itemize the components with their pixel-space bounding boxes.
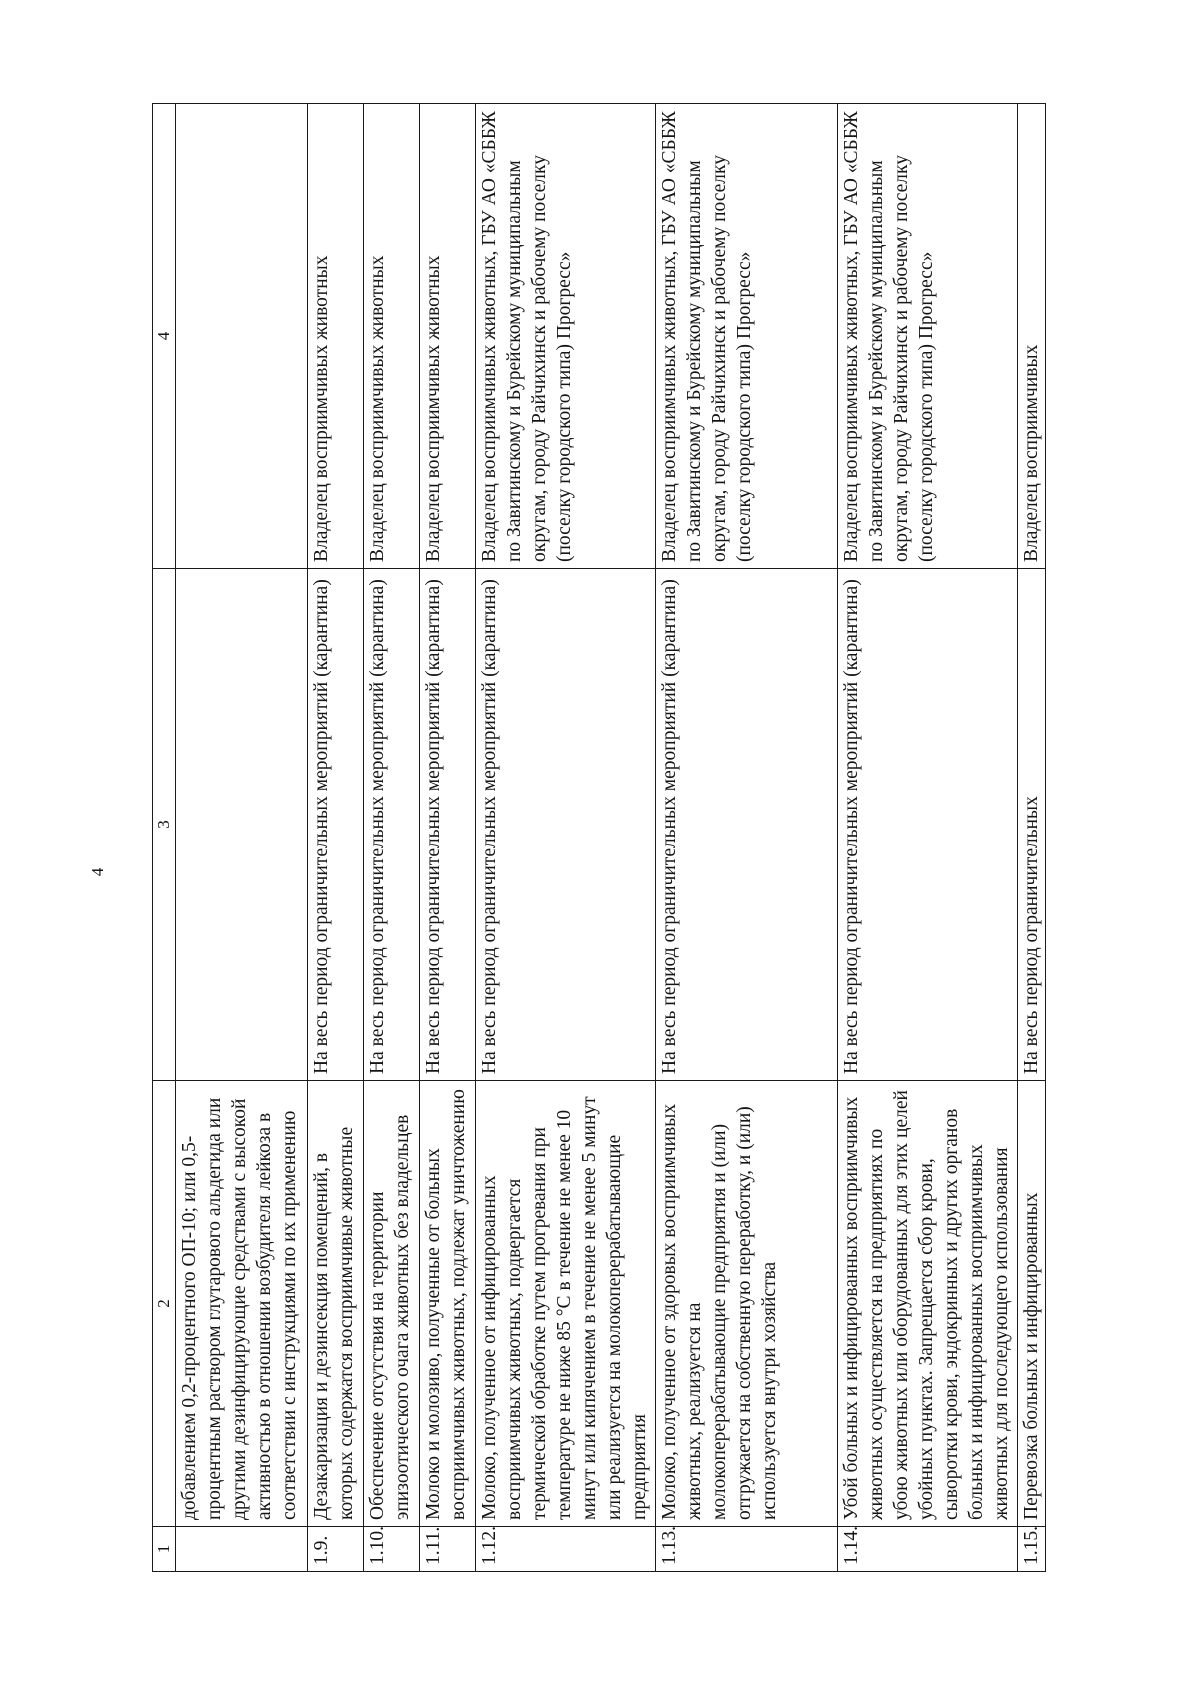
responsible-cell: Владелец восприимчивых животных <box>364 104 420 569</box>
period-cell: На весь период ограничительных мероприятий (карантина) <box>476 569 656 1081</box>
page-number: 4 <box>88 867 107 877</box>
period-cell: На весь период ограничительных мероприятий (карантина) <box>838 569 1018 1081</box>
row-number: 1.10. <box>364 1527 420 1572</box>
header-cell-2: 2 <box>153 1081 176 1527</box>
measure-cell: Молоко и молозиво, полученные от больных восприимчивых животных, подлежат уничтожению <box>420 1081 476 1527</box>
responsible-cell: Владелец восприимчивых животных, ГБУ АО «СББЖ по Завитинскому и Бурейскому муниципальным округам, городу Райчихинск и рабочему поселку (поселку городского типа) Прогресс» <box>656 104 838 569</box>
period-cell: На весь период ограничительных <box>1018 569 1046 1081</box>
responsible-cell <box>176 104 308 569</box>
header-cell-3: 3 <box>153 569 176 1081</box>
row-number: 1.12. <box>476 1527 656 1572</box>
measure-cell: Обеспечение отсутствия на территории эпизоотического очага животных без владельцев <box>364 1081 420 1527</box>
header-cell-4: 4 <box>153 104 176 569</box>
responsible-cell: Владелец восприимчивых <box>1018 104 1046 569</box>
header-row <box>153 104 176 1572</box>
table-row <box>364 104 420 1572</box>
row-number: 1.14. <box>838 1527 1018 1572</box>
measures-table <box>152 103 1046 1572</box>
table-row <box>308 104 364 1572</box>
period-cell: На весь период ограничительных мероприятий (карантина) <box>656 569 838 1081</box>
measure-cell: Убой больных и инфицированных восприимчивых животных осуществляется на предприятиях по убою животных или оборудованных для этих целей убойных пунктах. Запрещается сбор крови, сыворотки крови, эндокринных и других органов больных и инфицированных восприимчивых животных для последующего использования <box>838 1081 1018 1527</box>
measure-cell: Перевозка больных и инфицированных <box>1018 1081 1046 1527</box>
period-cell: На весь период ограничительных мероприятий (карантина) <box>364 569 420 1081</box>
period-cell: На весь период ограничительных мероприятий (карантина) <box>308 569 364 1081</box>
row-number: 1.15. <box>1018 1527 1046 1572</box>
row-number: 1.13. <box>656 1527 838 1572</box>
measure-cell: Молоко, полученное от здоровых восприимчивых животных, реализуется на молокоперерабатывающие предприятия и (или) отгружается на собственную переработку, и (или) используется внутри хозяйства <box>656 1081 838 1527</box>
header-cell-1: 1 <box>153 1527 176 1572</box>
measure-cell: добавлением 0,2-процентного ОП-10; или 0,5-процентным раствором глутарового альдегида или другими дезинфицирующие средствами с высокой активностью в отношении возбудителя лейкоза в соответствии с инструкциями по их применению <box>176 1081 308 1527</box>
table-row <box>176 104 308 1572</box>
responsible-cell: Владелец восприимчивых животных, ГБУ АО «СББЖ по Завитинскому и Бурейскому муниципальным округам, городу Райчихинск и рабочему поселку (поселку городского типа) Прогресс» <box>476 104 656 569</box>
row-number <box>176 1527 308 1572</box>
responsible-cell: Владелец восприимчивых животных <box>420 104 476 569</box>
row-number: 1.11. <box>420 1527 476 1572</box>
table-row <box>656 104 838 1572</box>
period-cell: На весь период ограничительных мероприятий (карантина) <box>420 569 476 1081</box>
responsible-cell: Владелец восприимчивых животных, ГБУ АО «СББЖ по Завитинскому и Бурейскому муниципальным округам, городу Райчихинск и рабочему поселку (поселку городского типа) Прогресс» <box>838 104 1018 569</box>
table-row <box>1018 104 1046 1572</box>
row-number: 1.9. <box>308 1527 364 1572</box>
table-row <box>420 104 476 1572</box>
responsible-cell: Владелец восприимчивых животных <box>308 104 364 569</box>
table-row <box>838 104 1018 1572</box>
table-row <box>476 104 656 1572</box>
measure-cell: Молоко, полученное от инфицированных восприимчивых животных, подвергается термической обработке путем прогревания при температуре не ниже 85 °С в течение не менее 10 минут или кипячением в течение не менее 5 минут или реализуется на молокоперерабатывающие предприятия <box>476 1081 656 1527</box>
period-cell <box>176 569 308 1081</box>
rotated-page-content <box>152 104 1120 1572</box>
measure-cell: Дезакаризация и дезинсекция помещений, в которых содержатся восприимчивые животные <box>308 1081 364 1527</box>
